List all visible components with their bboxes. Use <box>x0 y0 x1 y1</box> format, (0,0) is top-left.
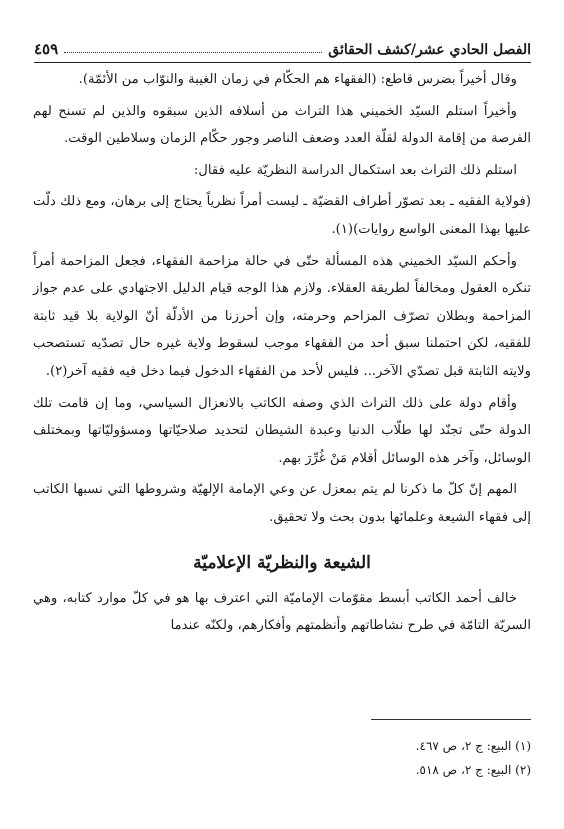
footnote-divider <box>371 719 531 720</box>
paragraph: استلم ذلك التراث بعد استكمال الدراسة النظريّة عليه فقال: <box>193 162 517 178</box>
paragraph: وأقام دولة على ذلك التراث الذي وصفه الكاتب بالانعزال السياسي، وما إن قامت تلك الدولة حتّى تجنّد لها طلّاب الدنيا وعبدة الشيطان لتحديد صلاحيّاتها ومسؤوليّاتها وبمختلف الوسائل، وآخر هذه الوسائل أقلام مَنْ غُرِّرَ بهم. <box>33 395 531 466</box>
header-leader-dots <box>64 51 322 53</box>
footnotes <box>33 734 531 782</box>
quoted-paragraph: (فولاية الفقيه ـ بعد تصوّر أطراف القضيّة ـ ليست أمراً نظرياً يحتاج إلى برهان، ومع ذلك دلّت عليها بهذا المعنى الواسع روايات)(١). <box>33 194 531 237</box>
running-header <box>34 30 531 63</box>
paragraph: خالف أحمد الكاتب أبسط مقوّمات الإماميّة التي اعترف بها هو في كلّ موارد كتابه، وهي السريّة التامّة في طرح نشاطاتهم وأنظمتهم وأفكارهم، ولكنّه عندما <box>33 590 531 634</box>
footnote: (٢) البيع: ج ٢، ص ٥١٨. <box>415 763 531 777</box>
paragraph: وقال أخيراً بضرس قاطع: (الفقهاء هم الحكّام في زمان الغيبة والنوّاب من الأئمّة). <box>78 72 517 87</box>
body-text <box>33 66 531 640</box>
footnote: (١) البيع: ج ٢، ص ٤٦٧. <box>415 739 531 753</box>
page-number: ٤٥٩ <box>34 40 59 58</box>
section-heading: الشيعة والنظريّة الإعلاميّة <box>193 552 371 573</box>
chapter-title: الفصل الحادي عشر/كشف الحقائق <box>328 42 531 58</box>
paragraph: المهم إنّ كلّ ما ذكرنا لم يتم بمعزل عن وعي الإمامة الإلهيّة وشروطها التي نسبها الكاتب إلى فقهاء الشيعة وعلمائها بدون بحث ولا تحقيق. <box>33 482 531 525</box>
paragraph: وأحكم السيّد الخميني هذه المسألة حتّى في حالة مزاحمة الفقهاء، فجعل المزاحمة أمراً تنكره العقول ومخالفاً لطريقة العقلاء. ولازم هذا الوجه قيام الدليل الاجتهادي على عدم جواز المزاحمة وبطلان تصرّف المزاحم وحرمته، وإن أحرزنا من الأدلّة أنّ الولاية بلا قيد ثابتة للفقيه، لكن احتملنا سبق أحد من الفقهاء موجب لسقوط ولاية غيره حال تصدّيه تستصحب ولايته الثابتة قبل تصدّي الآخر... فليس لأحد من الفقهاء الدخول فيما دخل فيه فقيه آخر(٢). <box>33 253 531 379</box>
paragraph: وأخيراً استلم السيّد الخميني هذا التراث من أسلافه الذين سبقوه والذين لم تسنح لهم الفرصة من إقامة الدولة لقلّة العدد وضعف الناصر وجور حكّام الزمان وسلاطين الوقت. <box>33 103 531 147</box>
